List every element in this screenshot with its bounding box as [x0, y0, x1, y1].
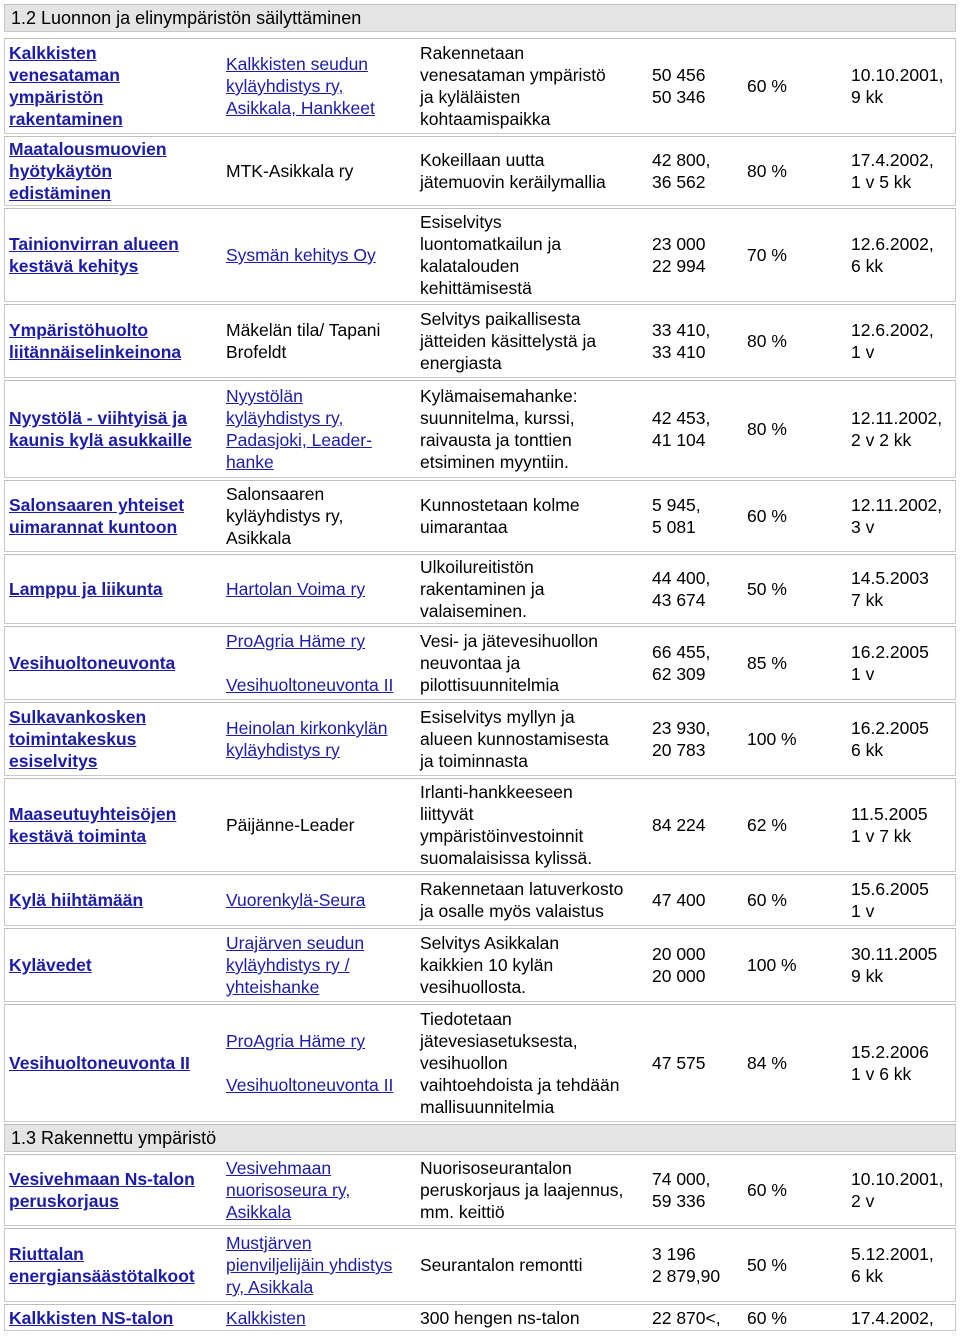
section-heading	[4, 1124, 956, 1152]
applicant-cell	[226, 1229, 416, 1301]
description-text: Kunnostetaan kolme uimarantaa	[420, 495, 580, 537]
description-text: Rakennetaan latuverkosto ja osalle myös valaistus	[420, 879, 624, 921]
project-name-cell	[9, 1005, 221, 1121]
costs-text: 23 000 22 994	[652, 234, 706, 276]
costs-text: 47 400	[652, 890, 706, 910]
applicant-text: Salonsaaren kyläyhdistys ry, Asikkala	[226, 484, 344, 548]
project-name-link[interactable]: Kylä hiihtämään	[9, 890, 144, 910]
description-text: Ulkoilureitistön rakentaminen ja valaiseminen.	[420, 557, 545, 621]
start-date-duration-cell	[851, 1229, 957, 1301]
project-name-cell	[9, 703, 221, 775]
start-date-duration-text: 12.6.2002, 6 kk	[851, 234, 934, 276]
project-name-link[interactable]: Vesihuoltoneuvonta	[9, 653, 176, 673]
costs-text: 42 453, 41 104	[652, 408, 711, 450]
costs-text: 20 000 20 000	[652, 944, 706, 986]
costs-cell	[652, 703, 742, 775]
description-cell	[420, 1155, 650, 1225]
support-percent-cell	[747, 875, 843, 925]
project-name-cell	[9, 555, 221, 623]
applicant-link[interactable]: ProAgria Häme ry Vesihuoltoneuvonta II	[226, 631, 394, 695]
table-row	[4, 208, 956, 302]
table-row	[4, 874, 956, 926]
project-name-cell	[9, 209, 221, 301]
description-text: Nuorisoseurantalon peruskorjaus ja laajennus, mm. keittiö	[420, 1158, 624, 1222]
support-percent-cell	[747, 39, 843, 133]
description-cell	[420, 209, 650, 301]
applicant-link[interactable]: Vuorenkylä-Seura	[226, 890, 366, 910]
section-title: 1.2 Luonnon ja elinympäristön säilyttäminen	[11, 8, 362, 28]
start-date-duration-cell	[851, 1305, 957, 1330]
description-cell	[420, 703, 650, 775]
applicant-link[interactable]: Urajärven seudun kyläyhdistys ry / yhteishanke	[226, 933, 365, 997]
table-row	[4, 626, 956, 700]
project-name-cell	[9, 39, 221, 133]
project-name-cell	[9, 1305, 221, 1330]
costs-cell	[652, 1229, 742, 1301]
table-row	[4, 778, 956, 872]
applicant-text: Mäkelän tila/ Tapani Brofeldt	[226, 320, 381, 362]
costs-cell	[652, 1155, 742, 1225]
project-name-cell	[9, 481, 221, 551]
description-text: Selvitys paikallisesta jätteiden käsittelystä ja energiasta	[420, 309, 597, 373]
applicant-cell	[226, 779, 416, 871]
support-percent-text: 50 %	[747, 1255, 787, 1275]
project-name-link[interactable]: Sulkavankosken toimintakeskus esiselvitys	[9, 707, 147, 771]
description-text: Tiedotetaan jätevesiasetuksesta, vesihuollon vaihtoehdoista ja tehdään mallisuunnitelmia	[420, 1009, 620, 1117]
project-name-link[interactable]: Tainionvirran alueen kestävä kehitys	[9, 234, 179, 276]
applicant-cell	[226, 481, 416, 551]
support-percent-text: 60 %	[747, 890, 787, 910]
applicant-link[interactable]: Sysmän kehitys Oy	[226, 245, 376, 265]
applicant-cell	[226, 137, 416, 205]
applicant-cell	[226, 1305, 416, 1330]
description-cell	[420, 39, 650, 133]
start-date-duration-cell	[851, 1005, 957, 1121]
applicant-link[interactable]: Kalkkisten seudun kyläyhdistys ry, Asikkala, Hankkeet	[226, 54, 375, 118]
support-percent-text: 70 %	[747, 245, 787, 265]
start-date-duration-cell	[851, 627, 957, 699]
project-name-link[interactable]: Maatalousmuovien hyötykäytön edistäminen	[9, 139, 167, 203]
support-percent-text: 60 %	[747, 1180, 787, 1200]
table-row	[4, 380, 956, 478]
applicant-text: Päijänne-Leader	[226, 815, 355, 835]
start-date-duration-text: 17.4.2002, 1 v 5 kk	[851, 150, 934, 192]
table-row	[4, 38, 956, 134]
start-date-duration-text: 16.2.2005 6 kk	[851, 718, 929, 760]
project-name-link[interactable]: Salonsaaren yhteiset uimarannat kuntoon	[9, 495, 185, 537]
support-percent-cell	[747, 1305, 843, 1330]
costs-text: 5 945, 5 081	[652, 495, 701, 537]
start-date-duration-text: 16.2.2005 1 v	[851, 642, 929, 684]
start-date-duration-text: 5.12.2001, 6 kk	[851, 1244, 934, 1286]
support-percent-cell	[747, 779, 843, 871]
applicant-cell	[226, 627, 416, 699]
project-name-link[interactable]: Kylävedet	[9, 955, 92, 975]
costs-text: 42 800, 36 562	[652, 150, 711, 192]
applicant-cell	[226, 381, 416, 477]
section-title: 1.3 Rakennettu ympäristö	[11, 1128, 217, 1148]
support-percent-cell	[747, 929, 843, 1001]
costs-cell	[652, 39, 742, 133]
costs-cell	[652, 779, 742, 871]
start-date-duration-cell	[851, 39, 957, 133]
costs-text: 50 456 50 346	[652, 65, 706, 107]
start-date-duration-text: 10.10.2001, 9 kk	[851, 65, 944, 107]
description-text: Kylämaisemahanke: suunnitelma, kurssi, raivausta ja tonttien etsiminen myyntiin.	[420, 386, 578, 472]
description-cell	[420, 779, 650, 871]
support-percent-cell	[747, 137, 843, 205]
support-percent-text: 85 %	[747, 653, 787, 673]
project-name-cell	[9, 875, 221, 925]
support-percent-cell	[747, 481, 843, 551]
applicant-cell	[226, 1005, 416, 1121]
project-name-link[interactable]: Maaseutuyhteisöjen kestävä toiminta	[9, 804, 177, 846]
description-cell	[420, 381, 650, 477]
start-date-duration-cell	[851, 381, 957, 477]
applicant-cell	[226, 703, 416, 775]
support-percent-text: 80 %	[747, 331, 787, 351]
section-heading	[4, 4, 956, 32]
start-date-duration-text: 12.6.2002, 1 v	[851, 320, 934, 362]
project-name-link[interactable]: Lamppu ja liikunta	[9, 579, 163, 599]
costs-cell	[652, 137, 742, 205]
table-row	[4, 136, 956, 206]
support-percent-cell	[747, 1005, 843, 1121]
support-percent-cell	[747, 1229, 843, 1301]
start-date-duration-text: 15.2.2006 1 v 6 kk	[851, 1042, 929, 1084]
table-row	[4, 554, 956, 624]
applicant-cell	[226, 555, 416, 623]
project-name-cell	[9, 305, 221, 377]
applicant-cell	[226, 1155, 416, 1225]
costs-cell	[652, 1005, 742, 1121]
applicant-link[interactable]: Mustjärven pienviljelijäin yhdistys ry, Asikkala	[226, 1233, 393, 1297]
costs-cell	[652, 305, 742, 377]
table-row	[4, 1154, 956, 1226]
support-percent-text: 62 %	[747, 815, 787, 835]
table-row	[4, 1228, 956, 1302]
description-cell	[420, 555, 650, 623]
applicant-cell	[226, 929, 416, 1001]
costs-text: 23 930, 20 783	[652, 718, 711, 760]
start-date-duration-cell	[851, 481, 957, 551]
table-row	[4, 702, 956, 776]
costs-cell	[652, 1305, 742, 1330]
support-percent-text: 60 %	[747, 506, 787, 526]
table-row	[4, 1004, 956, 1122]
project-name-link[interactable]: Kalkkisten NS-talon	[9, 1307, 174, 1328]
start-date-duration-text: 12.11.2002, 3 v	[851, 495, 943, 537]
support-percent-text: 60 %	[747, 76, 787, 96]
description-text: Seurantalon remontti	[420, 1255, 583, 1275]
description-cell	[420, 875, 650, 925]
costs-cell	[652, 875, 742, 925]
project-name-link[interactable]: Vesivehmaan Ns-talon peruskorjaus	[9, 1169, 195, 1211]
costs-cell	[652, 209, 742, 301]
applicant-cell	[226, 305, 416, 377]
start-date-duration-text: 17.4.2002,	[851, 1307, 934, 1328]
start-date-duration-cell	[851, 305, 957, 377]
costs-text: 47 575	[652, 1053, 706, 1073]
project-name-cell	[9, 627, 221, 699]
table-row	[4, 304, 956, 378]
project-name-cell	[9, 137, 221, 205]
support-percent-text: 50 %	[747, 579, 787, 599]
description-text: Kokeillaan uutta jätemuovin keräilymallia	[420, 150, 606, 192]
support-percent-text: 60 %	[747, 1307, 787, 1328]
description-text: Rakennetaan venesataman ympäristö ja kyläläisten kohtaamispaikka	[420, 43, 606, 129]
support-percent-text: 80 %	[747, 419, 787, 439]
support-percent-cell	[747, 381, 843, 477]
support-percent-text: 80 %	[747, 161, 787, 181]
costs-cell	[652, 555, 742, 623]
start-date-duration-cell	[851, 929, 957, 1001]
applicant-link[interactable]: Nyystölän kyläyhdistys ry, Padasjoki, Leader- hanke	[226, 386, 372, 472]
project-name-link[interactable]: Vesihuoltoneuvonta II	[9, 1053, 190, 1073]
start-date-duration-cell	[851, 555, 957, 623]
support-percent-text: 100 %	[747, 955, 797, 975]
description-text: 300 hengen ns-talon	[420, 1307, 580, 1328]
support-percent-cell	[747, 305, 843, 377]
costs-cell	[652, 381, 742, 477]
project-name-cell	[9, 929, 221, 1001]
description-cell	[420, 137, 650, 205]
start-date-duration-cell	[851, 779, 957, 871]
table-row	[4, 1304, 956, 1331]
support-percent-cell	[747, 555, 843, 623]
start-date-duration-cell	[851, 209, 957, 301]
costs-text: 84 224	[652, 815, 706, 835]
project-name-link[interactable]: Riuttalan energiansäästötalkoot	[9, 1244, 195, 1286]
start-date-duration-cell	[851, 875, 957, 925]
support-percent-text: 100 %	[747, 729, 797, 749]
applicant-link[interactable]: Hartolan Voima ry	[226, 579, 366, 599]
table-row	[4, 928, 956, 1002]
costs-cell	[652, 627, 742, 699]
table-row	[4, 480, 956, 552]
description-cell	[420, 929, 650, 1001]
support-percent-text: 84 %	[747, 1053, 787, 1073]
costs-text: 44 400, 43 674	[652, 568, 711, 610]
applicant-link[interactable]: Kalkkisten	[226, 1307, 306, 1328]
project-name-cell	[9, 779, 221, 871]
costs-text: 3 196 2 879,90	[652, 1244, 721, 1286]
costs-text: 33 410, 33 410	[652, 320, 711, 362]
start-date-duration-text: 14.5.2003 7 kk	[851, 568, 929, 610]
applicant-cell	[226, 39, 416, 133]
costs-cell	[652, 481, 742, 551]
project-name-cell	[9, 1229, 221, 1301]
project-name-link[interactable]: Ympäristöhuolto liitännäiselinkeinona	[9, 320, 182, 362]
description-cell	[420, 1305, 650, 1330]
start-date-duration-cell	[851, 1155, 957, 1225]
applicant-link[interactable]: Heinolan kirkonkylän kyläyhdistys ry	[226, 718, 388, 760]
description-cell	[420, 627, 650, 699]
start-date-duration-text: 30.11.2005 9 kk	[851, 944, 938, 986]
start-date-duration-text: 15.6.2005 1 v	[851, 879, 929, 921]
costs-text: 66 455, 62 309	[652, 642, 711, 684]
start-date-duration-text: 10.10.2001, 2 v	[851, 1169, 944, 1211]
costs-text: 22 870<,	[652, 1307, 721, 1328]
support-percent-cell	[747, 1155, 843, 1225]
costs-cell	[652, 929, 742, 1001]
project-name-cell	[9, 381, 221, 477]
description-cell	[420, 1005, 650, 1121]
description-text: Esiselvitys myllyn ja alueen kunnostamisesta ja toiminnasta	[420, 707, 609, 771]
description-cell	[420, 1229, 650, 1301]
description-cell	[420, 305, 650, 377]
support-percent-cell	[747, 703, 843, 775]
applicant-text: MTK-Asikkala ry	[226, 161, 354, 181]
description-text: Selvitys Asikkalan kaikkien 10 kylän vesihuollosta.	[420, 933, 560, 997]
support-percent-cell	[747, 209, 843, 301]
project-name-cell	[9, 1155, 221, 1225]
applicant-cell	[226, 209, 416, 301]
costs-text: 74 000, 59 336	[652, 1169, 711, 1211]
start-date-duration-cell	[851, 137, 957, 205]
description-text: Esiselvitys luontomatkailun ja kalatalouden kehittämisestä	[420, 212, 562, 298]
support-percent-cell	[747, 627, 843, 699]
applicant-link[interactable]: ProAgria Häme ry Vesihuoltoneuvonta II	[226, 1031, 394, 1095]
applicant-link[interactable]: Vesivehmaan nuorisoseura ry, Asikkala	[226, 1158, 351, 1222]
start-date-duration-cell	[851, 703, 957, 775]
project-name-link[interactable]: Kalkkisten venesataman ympäristön rakentaminen	[9, 43, 123, 129]
applicant-cell	[226, 875, 416, 925]
start-date-duration-text: 11.5.2005 1 v 7 kk	[851, 804, 928, 846]
description-text: Irlanti-hankkeeseen liittyvät ympäristöinvestoinnit suomalaisissa kylissä.	[420, 782, 593, 868]
description-cell	[420, 481, 650, 551]
start-date-duration-text: 12.11.2002, 2 v 2 kk	[851, 408, 943, 450]
description-text: Vesi- ja jätevesihuollon neuvontaa ja pilottisuunnitelmia	[420, 631, 599, 695]
project-name-link[interactable]: Nyystölä - viihtyisä ja kaunis kylä asukkaille	[9, 408, 192, 450]
